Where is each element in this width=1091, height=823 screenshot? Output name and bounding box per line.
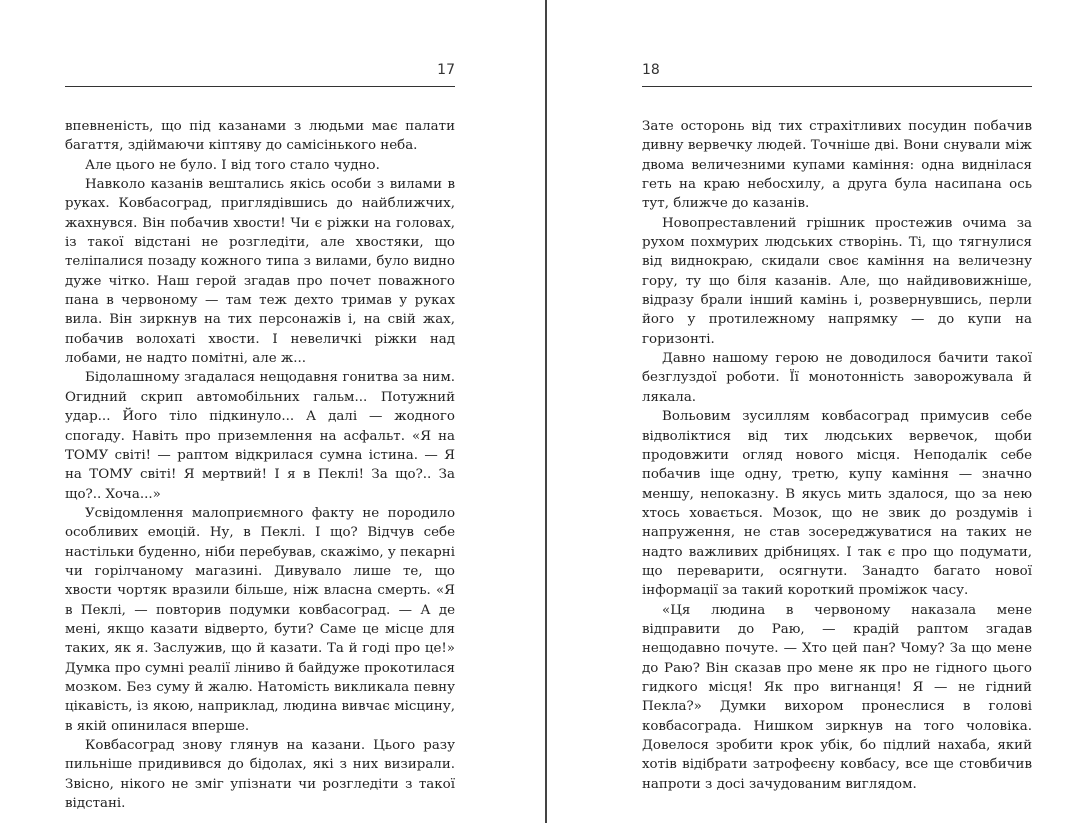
- paragraph: Зате осторонь від тих страхітливих посудин побачив дивну вервечку людей. Точніше дві. Вони снували між двома величезними купами каміння: одна виднілася геть на краю небосхилу, а друга була насипана ось тут, ближче до казанів.: [642, 119, 1032, 212]
- paragraph: Новопреставлений грішник простежив очима за рухом похмурих людських створінь. Ті, що тягнулися від виднокраю, скидали своє каміння на величезну гору, ту що біля казанів. Але, що найдивовижніше, відразу брали інший камінь і, розвернувшись, перли його у протилежному напрямку — до купи на горизонті.: [642, 215, 1032, 347]
- paragraph: впевненість, що під казанами з людьми має палати багаття, здіймаючи кіптяву до самісінького неба.: [65, 119, 455, 154]
- page-number: 17: [437, 62, 455, 78]
- header-rule: [642, 86, 1032, 87]
- paragraph: Навколо казанів вештались якісь особи з вилами в руках. Ковбасоград, приглядівшись до найближчих, жахнувся. Він побачив хвости! Чи є ріжки на головах, із такої відстані не розгледіти, але хвостяки, що теліпалися позаду кожного типа з вилами, було видно дуже чітко. Наш герой згадав про почет поважного пана в червоному — там теж дехто тримав у руках вила. Він зиркнув на тих персонажів і, на свій жах, побачив волохаті хвости. І невеличкі ріжки над лобами, не надто помітні, але ж...: [65, 177, 455, 367]
- header-rule: [65, 86, 455, 87]
- paragraph: Давно нашому герою не доводилося бачити такої безглуздої роботи. Її монотонність заворожувала й лякала.: [642, 351, 1032, 405]
- paragraph: Але цього не було. І від того стало чудно.: [85, 157, 380, 173]
- page-body: [65, 117, 455, 813]
- page-body: [642, 117, 1032, 794]
- book-spine: [545, 0, 547, 823]
- page-number: 18: [642, 62, 660, 78]
- paragraph: «Ця людина в червоному наказала мене відправити до Раю, — крадій раптом згадав нещодавно почуте. — Хто цей пан? Чому? За що мене до Раю? Він сказав про мене як про не гідного цього гидкого місця! Як про вигнанця! Я — не гідний Пекла?» Думки вихором пронеслися в голові ковбасограда. Нишком зиркнув на того чоловіка. Довелося зробити крок убік, бо підлий нахаба, який хотів відібрати затрофеєну ковбасу, все ще стовбичив напроти з досі зачудованим виглядом.: [642, 602, 1032, 792]
- paragraph: Ковбасоград знову глянув на казани. Цього разу пильніше придивився до бідолах, які з них визирали. Звісно, нікого не зміг упізнати чи розгледіти з такої відстані.: [65, 738, 455, 812]
- right-page: [642, 0, 1032, 823]
- paragraph: Бідолашному згадалася нещодавня гонитва за ним. Огидний скрип автомобільних гальм... Потужний удар... Його тіло підкинуло... А далі — жодного спогаду. Навіть про приземлення на асфальт. «Я на ТОМУ світі! — раптом відкрилася сумна істина. — Я на ТОМУ світі! Я мертвий! І я в Пеклі! За що?.. За що?.. Хоча...»: [65, 370, 455, 502]
- paragraph: Усвідомлення малоприємного факту не породило особливих емоцій. Ну, в Пеклі. І що? Відчув себе настільки буденно, ніби перебував, скажімо, у пекарні чи горілчаному магазині. Дивувало лише те, що хвости чортяк вразили більше, ніж власна смерть. «Я в Пеклі, — повторив подумки ковбасоград. — А де мені, якщо казати відверто, бути? Саме це місце для таких, як я. Заслужив, що й казати. Та й годі про це!» Думка про сумні реалії ліниво й байдуже прокотилася мозком. Без суму й жалю. Натомість викликала певну цікавість, із якою, наприклад, людина вивчає місцину, в якій опинилася вперше.: [65, 505, 455, 734]
- left-page: [65, 0, 455, 823]
- paragraph: Вольовим зусиллям ковбасоград примусив себе відволіктися від тих людських вервечок, щоби продовжити огляд нового місця. Неподалік себе побачив іще одну, третю, купу каміння — значно меншу, непоказну. В якусь мить здалося, що за нею хтось ховається. Мозок, що не звик до роздумів і напруження, не став зосереджуватися на таких не надто важливих дрібницях. І так є про що подумати, що переварити, осягнути. Занадто багато нової інформації за такий короткий проміжок часу.: [642, 409, 1032, 599]
